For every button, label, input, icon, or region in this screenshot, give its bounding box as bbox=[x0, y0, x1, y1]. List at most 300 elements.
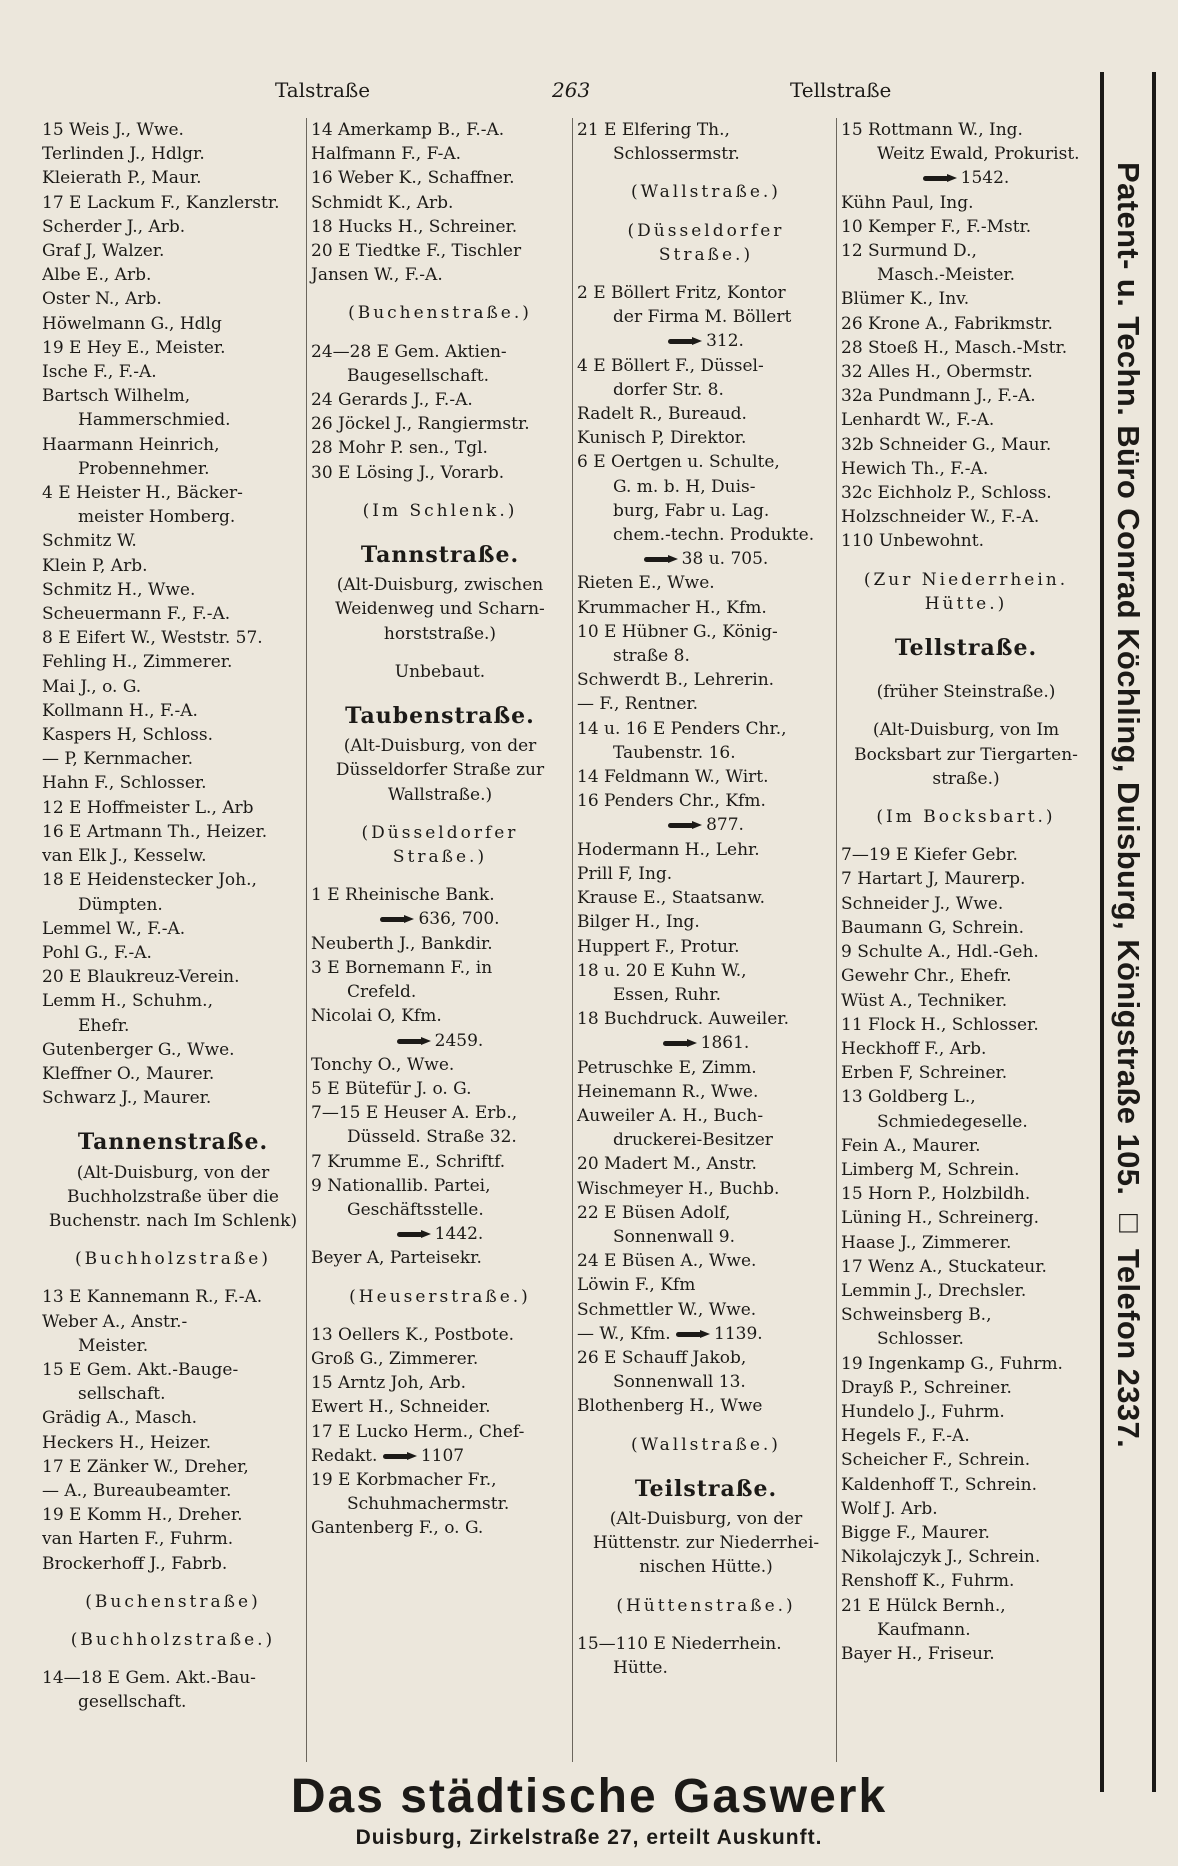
directory-entry: Lüning H., Schreinerg. bbox=[841, 1208, 1040, 1229]
directory-entry: 11 Flock H., Schlosser. bbox=[841, 1014, 1039, 1035]
directory-entry: 32a Pundmann J., F.-A. bbox=[841, 386, 1036, 407]
directory-entry: 8 E Eifert W., Weststr. 57. bbox=[42, 628, 263, 649]
directory-entry: Pohl G., F.-A. bbox=[42, 942, 152, 963]
directory-entry: 32 Alles H., Obermstr. bbox=[841, 362, 1033, 383]
directory-entry: 17 Wenz A., Stuckateur. bbox=[841, 1256, 1047, 1277]
directory-entry: Kühn Paul, Ing. bbox=[841, 192, 974, 213]
sidebar-rule-left bbox=[1100, 72, 1104, 1792]
directory-entry: 28 Mohr P. sen., Tgl. bbox=[311, 438, 488, 459]
footer-advertisement bbox=[0, 1770, 1178, 1852]
directory-entry: Krause E., Staatsanw. bbox=[577, 888, 766, 909]
directory-entry: Schweinsberg B., bbox=[841, 1305, 992, 1326]
footer-subtitle: Duisburg, Zirkelstraße 27, erteilt Auskunft. bbox=[355, 1826, 823, 1849]
directory-entry: Essen, Ruhr. bbox=[613, 984, 722, 1005]
directory-entry: Düsseld. Straße 32. bbox=[347, 1127, 517, 1148]
telephone-icon bbox=[644, 555, 678, 564]
telephone-icon bbox=[397, 1230, 431, 1239]
directory-entry: Gewehr Chr., Ehefr. bbox=[841, 966, 1012, 987]
directory-entry: 19 E Komm H., Dreher. bbox=[42, 1505, 243, 1526]
sidebar-rule-right bbox=[1152, 72, 1156, 1792]
directory-entry: Wolf J. Arb. bbox=[841, 1498, 938, 1519]
street-heading: Teilstraße. bbox=[634, 1475, 778, 1502]
street-subsection: (Alt-Duisburg, von der bbox=[76, 1162, 270, 1183]
directory-entry: 3 E Bornemann F., in bbox=[311, 957, 493, 978]
directory-entry: Ische F., F.-A. bbox=[42, 362, 157, 383]
telephone-number: 877. bbox=[706, 815, 744, 836]
directory-entry: der Firma M. Böllert bbox=[613, 307, 792, 328]
spacer bbox=[577, 1580, 835, 1594]
directory-entry: 7 Hartart J, Maurerp. bbox=[841, 869, 1026, 890]
directory-entry: Hegels F., F.-A. bbox=[841, 1426, 970, 1447]
street-subsection: (Alt-Duisburg, von der bbox=[343, 736, 537, 757]
directory-entry: sellschaft. bbox=[78, 1384, 166, 1405]
directory-entry: Kunisch P, Direktor. bbox=[577, 428, 747, 449]
directory-entry: — A., Bureaubeamter. bbox=[42, 1480, 232, 1501]
directory-entry: 15 Weis J., Wwe. bbox=[42, 120, 184, 140]
street-subsection: Bocksbart zur Tiergarten- bbox=[854, 744, 1078, 765]
directory-entry: Scherder J., Arb. bbox=[42, 216, 186, 237]
street-subsection: nischen Hütte.) bbox=[639, 1557, 773, 1578]
directory-entry: Haase J., Zimmerer. bbox=[841, 1232, 1012, 1253]
directory-entry: Wüst A., Techniker. bbox=[841, 990, 1008, 1011]
directory-entry: Terlinden J., Hdlgr. bbox=[42, 144, 205, 165]
street-subsection: Hütte.) bbox=[924, 593, 1008, 614]
page-header bbox=[40, 78, 1080, 108]
directory-entry: Bigge F., Maurer. bbox=[841, 1522, 990, 1543]
directory-entry: dorfer Str. 8. bbox=[613, 379, 724, 400]
directory-entry: Masch.-Meister. bbox=[877, 265, 1016, 286]
telephone-number: 1107 bbox=[420, 1445, 465, 1466]
directory-entry: Heckhoff F., Arb. bbox=[841, 1038, 987, 1059]
street-subsection: Düsseldorfer Straße zur bbox=[335, 760, 545, 781]
directory-entry: Sonnenwall 9. bbox=[613, 1226, 735, 1247]
directory-entry: 10 Kemper F., F.-Mstr. bbox=[841, 216, 1032, 237]
street-subsection: (Buchenstraße.) bbox=[348, 303, 532, 324]
directory-entry: Huppert F., Protur. bbox=[577, 936, 740, 957]
directory-entry: Schmitz H., Wwe. bbox=[42, 579, 196, 600]
directory-entry: 7—15 E Heuser A. Erb., bbox=[311, 1103, 518, 1124]
street-subsection: Buchenstr. nach Im Schlenk) bbox=[48, 1210, 298, 1231]
directory-entry: Schlossermstr. bbox=[613, 144, 740, 165]
directory-entry: 21 E Hülck Bernh., bbox=[841, 1595, 1006, 1616]
directory-entry: 2 E Böllert Fritz, Kontor bbox=[577, 283, 786, 304]
directory-entry: van Harten F., Fuhrm. bbox=[42, 1529, 234, 1550]
spacer bbox=[577, 1457, 835, 1471]
spacer bbox=[577, 205, 835, 219]
street-subsection: (Wallstraße.) bbox=[631, 182, 781, 203]
directory-entry: Brockerhoff J., Fabrb. bbox=[42, 1553, 228, 1574]
directory-entry: druckerei-Besitzer bbox=[613, 1130, 773, 1151]
directory-entry: 14 Amerkamp B., F.-A. bbox=[311, 120, 505, 140]
street-subsection: (Alt-Duisburg, zwischen bbox=[336, 575, 544, 596]
telephone-icon bbox=[383, 1452, 417, 1461]
street-subsection: horststraße.) bbox=[383, 623, 497, 644]
directory-entry: 15 Rottmann W., Ing. bbox=[841, 120, 1023, 140]
directory-entry: Hewich Th., F.-A. bbox=[841, 458, 989, 479]
directory-entry: Kaspers H, Schloss. bbox=[42, 725, 214, 746]
directory-entry: Hütte. bbox=[613, 1657, 668, 1678]
telephone-number: 1139. bbox=[714, 1323, 763, 1344]
directory-entry: Heinemann R., Wwe. bbox=[577, 1081, 759, 1102]
directory-entry: 20 E Tiedtke F., Tischler bbox=[311, 241, 522, 262]
directory-entry: Fein A., Maurer. bbox=[841, 1135, 981, 1156]
telephone-icon bbox=[397, 1037, 431, 1046]
directory-entry: Schneider J., Wwe. bbox=[841, 893, 1004, 914]
directory-entry: 18 E Heidenstecker Joh., bbox=[42, 870, 257, 891]
directory-entry: Schmidt K., Arb. bbox=[311, 192, 454, 213]
directory-entry: 19 E Korbmacher Fr., bbox=[311, 1469, 497, 1490]
spacer bbox=[311, 646, 569, 660]
directory-entry: Löwin F., Kfm bbox=[577, 1275, 696, 1296]
directory-entry: Hammerschmied. bbox=[78, 410, 231, 431]
column-4 bbox=[836, 118, 1091, 1762]
directory-entry: Scheuermann F., F.-A. bbox=[42, 604, 231, 625]
telephone-icon bbox=[923, 174, 957, 183]
directory-entry: Erben F, Schreiner. bbox=[841, 1063, 1008, 1084]
directory-entry: Crefeld. bbox=[347, 982, 417, 1003]
directory-entry: Schuhmachermstr. bbox=[347, 1494, 510, 1515]
directory-entry: 14 u. 16 E Penders Chr., bbox=[577, 718, 787, 739]
street-subsection: (Buchholzstraße) bbox=[75, 1249, 271, 1270]
directory-entry: 4 E Heister H., Bäcker- bbox=[42, 483, 243, 504]
directory-entry: — F., Rentner. bbox=[577, 694, 699, 715]
directory-entry: Petruschke E, Zimm. bbox=[577, 1057, 757, 1078]
footer-title: Das städtische Gaswerk bbox=[290, 1770, 888, 1823]
directory-entry: 18 Hucks H., Schreiner. bbox=[311, 216, 518, 237]
telephone-icon bbox=[380, 915, 414, 924]
directory-entry: 13 Goldberg L., bbox=[841, 1087, 976, 1108]
directory-entry: Nicolai O, Kfm. bbox=[311, 1006, 442, 1027]
directory-entry: Gutenberger G., Wwe. bbox=[42, 1039, 235, 1060]
directory-entry: 7—19 E Kiefer Gebr. bbox=[841, 845, 1018, 866]
spacer bbox=[311, 807, 569, 821]
directory-entry: Radelt R., Bureaud. bbox=[577, 404, 747, 425]
street-subsection: Unbebaut. bbox=[394, 661, 486, 682]
spacer bbox=[841, 666, 1091, 680]
directory-entry: 9 Nationallib. Partei, bbox=[311, 1175, 491, 1196]
directory-entry bbox=[577, 813, 835, 837]
directory-entry: Nikolajczyk J., Schrein. bbox=[841, 1547, 1041, 1568]
spacer bbox=[42, 1233, 304, 1247]
directory-entry: Kollmann H., F.-A. bbox=[42, 700, 198, 721]
directory-entry: 12 Surmund D., bbox=[841, 241, 977, 262]
street-subsection: (Düsseldorfer bbox=[361, 822, 519, 843]
directory-entry: 6 E Oertgen u. Schulte, bbox=[577, 452, 780, 473]
spacer bbox=[311, 869, 569, 883]
directory-entry: Bartsch Wilhelm, bbox=[42, 386, 191, 407]
directory-entry: Ewert H., Schneider. bbox=[311, 1397, 491, 1418]
spacer bbox=[841, 704, 1091, 718]
column-3 bbox=[572, 118, 835, 1762]
directory-entry: 4 E Böllert F., Düssel- bbox=[577, 355, 764, 376]
directory-entry: Auweiler A. H., Buch- bbox=[577, 1105, 764, 1126]
directory-entry: 24—28 E Gem. Aktien- bbox=[311, 341, 507, 362]
spacer bbox=[841, 829, 1091, 843]
directory-entry: Prill F, Ing. bbox=[577, 863, 673, 884]
directory-entry: Schmettler W., Wwe. bbox=[577, 1299, 757, 1320]
directory-entry: Geschäftsstelle. bbox=[347, 1199, 484, 1220]
telephone-number: 636, 700. bbox=[418, 909, 500, 930]
telephone-number: 2459. bbox=[434, 1030, 484, 1051]
entry-text: — W., Kfm. bbox=[577, 1323, 677, 1344]
directory-entry: Haarmann Heinrich, bbox=[42, 434, 220, 455]
directory-entry: Kleffner O., Maurer. bbox=[42, 1063, 215, 1084]
directory-entry: Baumann G, Schrein. bbox=[841, 917, 1025, 938]
street-subsection: (Im Schlenk.) bbox=[362, 500, 518, 521]
directory-entry: Blümer K., Inv. bbox=[841, 289, 970, 310]
directory-entry: Holzschneider W., F.-A. bbox=[841, 507, 1040, 528]
street-subsection: (Buchholzstraße.) bbox=[70, 1629, 276, 1650]
directory-entry bbox=[577, 1031, 835, 1055]
directory-entry: Drayß P., Schreiner. bbox=[841, 1377, 1012, 1398]
directory-entry: meister Homberg. bbox=[78, 507, 236, 528]
directory-entry: 24 Gerards J., F.-A. bbox=[311, 390, 473, 411]
telephone-number: 312. bbox=[706, 331, 744, 352]
telephone-icon bbox=[663, 1039, 697, 1048]
directory-entry: 9 Schulte A., Hdl.-Geh. bbox=[841, 942, 1039, 963]
directory-entry: Kleierath P., Maur. bbox=[42, 168, 202, 189]
telephone-icon bbox=[668, 337, 702, 346]
directory-entry: Hahn F., Schlosser. bbox=[42, 773, 207, 794]
directory-entry: 26 E Schauff Jakob, bbox=[577, 1347, 747, 1368]
entry-text: Redakt. bbox=[311, 1445, 383, 1466]
directory-entry: 14—18 E Gem. Akt.-Bau- bbox=[42, 1668, 256, 1689]
directory-entry bbox=[311, 907, 569, 931]
spacer bbox=[577, 1419, 835, 1433]
page-number: 263 bbox=[552, 78, 591, 102]
spacer bbox=[42, 1576, 304, 1590]
directory-entry: 19 Ingenkamp G., Fuhrm. bbox=[841, 1353, 1063, 1374]
directory-entry: 7 Krumme E., Schriftf. bbox=[311, 1151, 506, 1172]
directory-entry: 22 E Büsen Adolf, bbox=[577, 1202, 731, 1223]
directory-entry: Gantenberg F., o. G. bbox=[311, 1518, 484, 1539]
directory-entry: Hundelo J., Fuhrm. bbox=[841, 1401, 1005, 1422]
directory-entry: Schlosser. bbox=[877, 1329, 964, 1350]
directory-entry: Lemmin J., Drechsler. bbox=[841, 1280, 1027, 1301]
street-subsection: Straße.) bbox=[392, 847, 488, 868]
spacer bbox=[42, 1652, 304, 1666]
spacer bbox=[311, 684, 569, 698]
directory-entry: Albe E., Arb. bbox=[42, 265, 152, 286]
directory-entry: 13 Oellers K., Postbote. bbox=[311, 1324, 515, 1345]
directory-entry: Sonnenwall 13. bbox=[613, 1372, 746, 1393]
directory-entry: 15 E Gem. Akt.-Bauge- bbox=[42, 1359, 239, 1380]
directory-entry: 24 E Büsen A., Wwe. bbox=[577, 1251, 757, 1272]
directory-entry: Heckers H., Heizer. bbox=[42, 1432, 212, 1453]
directory-entry: chem.-techn. Produkte. bbox=[613, 525, 815, 546]
street-subsection: Hüttenstr. zur Niederrhei- bbox=[592, 1533, 820, 1554]
directory-entry: Limberg M, Schrein. bbox=[841, 1159, 1020, 1180]
directory-entry: 26 Jöckel J., Rangiermstr. bbox=[311, 414, 530, 435]
directory-entry: Halfmann F., F-A. bbox=[311, 144, 462, 165]
header-right-street: Tellstraße bbox=[790, 78, 892, 102]
street-subsection: Buchholzstraße über die bbox=[67, 1186, 279, 1207]
directory-entry: Ehefr. bbox=[78, 1015, 130, 1036]
directory-entry: 20 Madert M., Anstr. bbox=[577, 1154, 757, 1175]
directory-entry bbox=[841, 166, 1091, 190]
directory-entry: Tonchy O., Wwe. bbox=[311, 1054, 455, 1075]
street-subsection: (Alt-Duisburg, von Im bbox=[872, 720, 1060, 741]
directory-entry: Krummacher H., Kfm. bbox=[577, 597, 767, 618]
directory-entry: 18 Buchdruck. Auweiler. bbox=[577, 1009, 789, 1030]
street-heading: Tannstraße. bbox=[360, 542, 520, 569]
directory-entry: Jansen W., F.-A. bbox=[311, 265, 443, 286]
directory-entry: Schwerdt B., Lehrerin. bbox=[577, 670, 775, 691]
spacer bbox=[841, 554, 1091, 568]
directory-entry: Bilger H., Ing. bbox=[577, 912, 700, 933]
spacer bbox=[311, 287, 569, 301]
directory-entry: 15 Horn P., Holzbildh. bbox=[841, 1184, 1031, 1205]
directory-entry: 19 E Hey E., Meister. bbox=[42, 337, 226, 358]
directory-entry: straße 8. bbox=[613, 646, 690, 667]
directory-entry: Graf J, Walzer. bbox=[42, 241, 165, 262]
telephone-number: 1542. bbox=[960, 168, 1010, 189]
spacer bbox=[42, 1271, 304, 1285]
directory-entry: Klein P, Arb. bbox=[42, 555, 148, 576]
street-subsection: (früher Steinstraße.) bbox=[876, 682, 1056, 703]
directory-entry: Blothenberg H., Wwe bbox=[577, 1396, 763, 1417]
column-1 bbox=[42, 118, 304, 1762]
directory-entry: Kaldenhoff T., Schrein. bbox=[841, 1474, 1037, 1495]
spacer bbox=[311, 1309, 569, 1323]
directory-entry: Meister. bbox=[78, 1335, 149, 1356]
directory-entry: Lemm H., Schuhm., bbox=[42, 991, 213, 1012]
directory-entry: 28 Stoeß H., Masch.-Mstr. bbox=[841, 337, 1068, 358]
telephone-number: 1442. bbox=[434, 1224, 484, 1245]
directory-entry: 20 E Blaukreuz-Verein. bbox=[42, 967, 240, 988]
street-subsection: Wallstraße.) bbox=[387, 784, 493, 805]
directory-entry: Höwelmann G., Hdlg bbox=[42, 313, 222, 334]
directory-entry: 16 Penders Chr., Kfm. bbox=[577, 791, 766, 812]
directory-entry: 15—110 E Niederrhein. bbox=[577, 1633, 782, 1654]
directory-entry: Bayer H., Friseur. bbox=[841, 1643, 995, 1664]
directory-entry: 14 Feldmann W., Wirt. bbox=[577, 767, 769, 788]
street-subsection: (Heuserstraße.) bbox=[349, 1286, 531, 1307]
directory-entry bbox=[577, 329, 835, 353]
directory-entry: 17 E Lucko Herm., Chef- bbox=[311, 1421, 525, 1442]
spacer bbox=[577, 1618, 835, 1632]
street-heading: Taubenstraße. bbox=[345, 703, 535, 730]
street-subsection: (Alt-Duisburg, von der bbox=[609, 1508, 803, 1529]
directory-entry: Wischmeyer H., Buchb. bbox=[577, 1178, 780, 1199]
street-heading: Tellstraße. bbox=[894, 635, 1038, 662]
directory-entry: Groß G., Zimmerer. bbox=[311, 1348, 479, 1369]
directory-entry: Mai J., o. G. bbox=[42, 676, 142, 697]
directory-entry: 21 E Elfering Th., bbox=[577, 120, 730, 140]
street-subsection: (Hüttenstraße.) bbox=[616, 1595, 796, 1616]
street-subsection: (Düsseldorfer bbox=[627, 220, 785, 241]
directory-entry bbox=[311, 1444, 569, 1468]
directory-entry: van Elk J., Kesselw. bbox=[42, 846, 207, 867]
directory-entry: Weber A., Anstr.- bbox=[42, 1311, 188, 1332]
directory-entry: — P, Kernmacher. bbox=[42, 749, 194, 770]
directory-entry bbox=[311, 1029, 569, 1053]
header-left-street: Talstraße bbox=[275, 78, 371, 102]
directory-entry: 1 E Rheinische Bank. bbox=[311, 885, 495, 906]
directory-entry: 30 E Lösing J., Vorarb. bbox=[311, 462, 505, 483]
sidebar-advertisement bbox=[1098, 72, 1158, 1792]
directory-entry: 12 E Hoffmeister L., Arb bbox=[42, 797, 254, 818]
street-subsection: Weidenweg und Scharn- bbox=[335, 599, 545, 620]
directory-entry: G. m. b. H, Duis- bbox=[613, 476, 756, 497]
telephone-number: 38 u. 705. bbox=[681, 549, 769, 570]
telephone-icon bbox=[676, 1330, 710, 1339]
spacer bbox=[311, 485, 569, 499]
directory-entry: Grädig A., Masch. bbox=[42, 1408, 198, 1429]
spacer bbox=[311, 326, 569, 340]
telephone-number: 1861. bbox=[700, 1033, 750, 1054]
directory-entry: 110 Unbewohnt. bbox=[841, 531, 984, 552]
directory-entry: Schmiedegeselle. bbox=[877, 1111, 1028, 1132]
directory-entry: Fehling H., Zimmerer. bbox=[42, 652, 233, 673]
directory-entry: Beyer A, Parteisekr. bbox=[311, 1248, 482, 1269]
street-subsection: straße.) bbox=[932, 768, 1000, 789]
directory-entry: Hodermann H., Lehr. bbox=[577, 839, 760, 860]
directory-entry: Scheicher F., Schrein. bbox=[841, 1450, 1031, 1471]
directory-entry: Lenhardt W., F.-A. bbox=[841, 410, 995, 431]
directory-entry bbox=[311, 1222, 569, 1246]
directory-entry: Renshoff K., Fuhrm. bbox=[841, 1571, 1015, 1592]
directory-entry: 5 E Bütefür J. o. G. bbox=[311, 1078, 472, 1099]
directory-entry bbox=[577, 547, 835, 571]
directory-entry: 18 u. 20 E Kuhn W., bbox=[577, 960, 747, 981]
directory-entry: 32c Eichholz P., Schloss. bbox=[841, 483, 1052, 504]
directory-entry: 15 Arntz Joh, Arb. bbox=[311, 1373, 467, 1394]
directory-entry: Schwarz J., Maurer. bbox=[42, 1088, 212, 1109]
spacer bbox=[311, 523, 569, 537]
street-subsection: (Im Bocksbart.) bbox=[876, 807, 1056, 828]
directory-entry: Weitz Ewald, Prokurist. bbox=[877, 144, 1080, 165]
directory-entry: Dümpten. bbox=[78, 894, 163, 915]
telephone-icon bbox=[668, 821, 702, 830]
spacer bbox=[841, 616, 1091, 630]
spacer bbox=[311, 1271, 569, 1285]
spacer bbox=[42, 1110, 304, 1124]
directory-entry bbox=[577, 1322, 835, 1346]
directory-entry: 17 E Lackum F., Kanzlerstr. bbox=[42, 192, 280, 213]
spacer bbox=[577, 267, 835, 281]
directory-entry: 10 E Hübner G., König- bbox=[577, 621, 778, 642]
directory-entry: 16 Weber K., Schaffner. bbox=[311, 168, 515, 189]
spacer bbox=[42, 1614, 304, 1628]
street-subsection: (Wallstraße.) bbox=[631, 1434, 781, 1455]
street-subsection: Straße.) bbox=[658, 244, 754, 265]
directory-entry: Neuberth J., Bankdir. bbox=[311, 933, 493, 954]
street-subsection: (Zur Niederrhein. bbox=[863, 569, 1069, 590]
directory-entry: Probennehmer. bbox=[78, 458, 210, 479]
directory-entry: 16 E Artmann Th., Heizer. bbox=[42, 821, 268, 842]
sidebar-text: Patent- u. Techn. Büro Conrad Köchling, Duisburg, Königstraße 105. □ Telefon 2337. bbox=[1111, 162, 1146, 1449]
directory-entry: gesellschaft. bbox=[78, 1692, 187, 1713]
directory-entry: Taubenstr. 16. bbox=[613, 742, 736, 763]
directory-entry: burg, Fabr u. Lag. bbox=[613, 500, 770, 521]
spacer bbox=[841, 791, 1091, 805]
directory-entry: Rieten E., Wwe. bbox=[577, 573, 715, 594]
directory-entry: Kaufmann. bbox=[877, 1619, 971, 1640]
directory-entry: Baugesellschaft. bbox=[347, 365, 490, 386]
directory-entry: 17 E Zänker W., Dreher, bbox=[42, 1456, 249, 1477]
directory-entry: 26 Krone A., Fabrikmstr. bbox=[841, 313, 1053, 334]
street-heading: Tannenstraße. bbox=[77, 1129, 269, 1156]
directory-entry: 13 E Kannemann R., F.-A. bbox=[42, 1287, 263, 1308]
street-subsection: (Buchenstraße) bbox=[85, 1591, 261, 1612]
directory-entry: Schmitz W. bbox=[42, 531, 137, 552]
column-2 bbox=[306, 118, 569, 1762]
spacer bbox=[577, 166, 835, 180]
directory-entry: Lemmel W., F.-A. bbox=[42, 918, 186, 939]
directory-entry: Oster N., Arb. bbox=[42, 289, 162, 310]
directory-entry: 32b Schneider G., Maur. bbox=[841, 434, 1052, 455]
